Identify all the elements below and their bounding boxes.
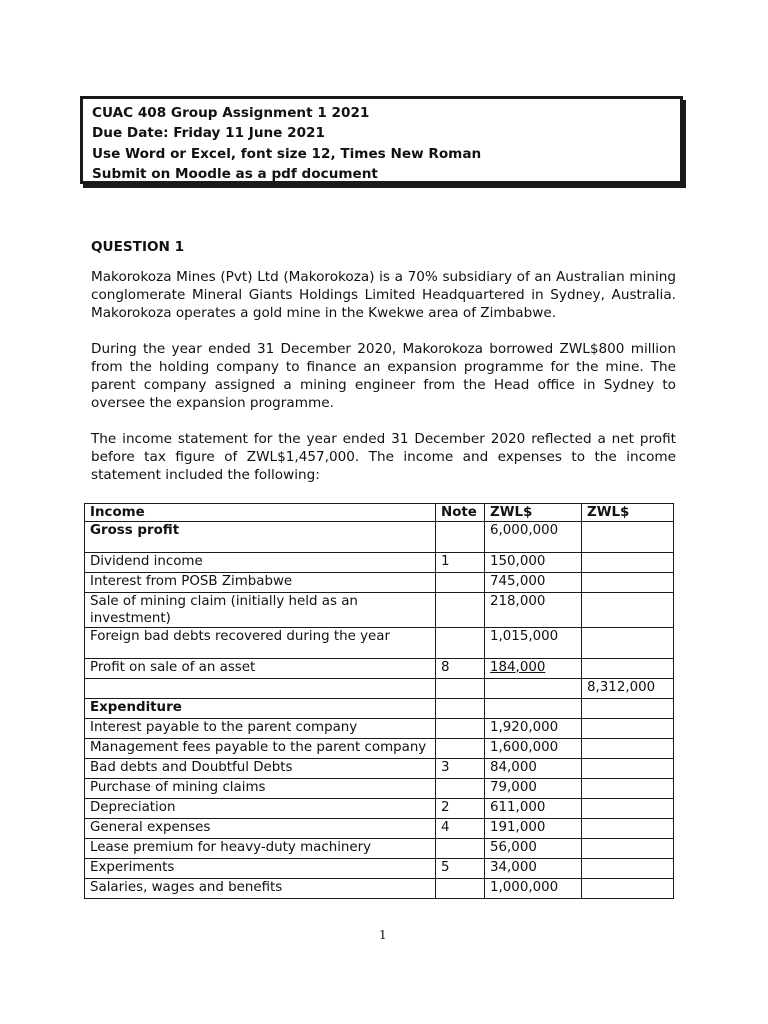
row-amount: 184,000	[485, 659, 582, 679]
row-label: Expenditure	[85, 699, 436, 719]
table-row	[85, 839, 674, 859]
row-total	[582, 739, 674, 759]
row-label: Purchase of mining claims	[85, 779, 436, 799]
header-course-line: CUAC 408 Group Assignment 1 2021	[92, 105, 370, 121]
row-amount: 1,920,000	[485, 719, 582, 739]
row-amount: 56,000	[485, 839, 582, 859]
paragraph-company-background: Makorokoza Mines (Pvt) Ltd (Makorokoza) is a 70% subsidiary of an Australian mining conglomerate Mineral Giants Holdings Limited Headquartered in Sydney, Australia. Makorokoza operates a gold mine in the Kwekwe area of Zimbabwe.	[91, 269, 676, 321]
table-row	[85, 779, 674, 799]
table-row	[85, 859, 674, 879]
row-note	[436, 573, 485, 593]
row-amount: 611,000	[485, 799, 582, 819]
row-label: General expenses	[85, 819, 436, 839]
table-header-row	[85, 504, 674, 522]
row-label: Profit on sale of an asset	[85, 659, 436, 679]
table-row	[85, 739, 674, 759]
row-note	[436, 699, 485, 719]
row-amount: 218,000	[485, 593, 582, 628]
row-label	[85, 679, 436, 699]
table-row	[85, 879, 674, 899]
row-amount: 6,000,000	[485, 522, 582, 553]
row-amount: 150,000	[485, 553, 582, 573]
table-row	[85, 553, 674, 573]
page-number: 1	[379, 928, 387, 942]
row-label: Interest from POSB Zimbabwe	[85, 573, 436, 593]
table-row	[85, 799, 674, 819]
row-note	[436, 628, 485, 659]
row-total	[582, 779, 674, 799]
table-row	[85, 819, 674, 839]
row-note	[436, 679, 485, 699]
header-submit-line: Submit on Moodle as a pdf document	[92, 166, 378, 183]
table-row	[85, 522, 674, 553]
row-label: Bad debts and Doubtful Debts	[85, 759, 436, 779]
row-total	[582, 628, 674, 659]
row-total	[582, 553, 674, 573]
header-note: Note	[436, 504, 485, 522]
row-amount: 1,015,000	[485, 628, 582, 659]
row-total-income: 8,312,000	[582, 679, 674, 699]
row-total	[582, 859, 674, 879]
header-amount: ZWL$	[485, 504, 582, 522]
row-label: Lease premium for heavy-duty machinery	[85, 839, 436, 859]
row-amount	[485, 679, 582, 699]
row-amount: 84,000	[485, 759, 582, 779]
table-row	[85, 573, 674, 593]
row-total	[582, 699, 674, 719]
table-row	[85, 659, 674, 679]
row-label: Gross profit	[85, 522, 436, 553]
row-amount: 34,000	[485, 859, 582, 879]
row-total	[582, 819, 674, 839]
table-row	[85, 699, 674, 719]
row-note	[436, 719, 485, 739]
row-label: Dividend income	[85, 553, 436, 573]
header-total: ZWL$	[582, 504, 674, 522]
paragraph-borrowing: During the year ended 31 December 2020, Makorokoza borrowed ZWL$800 million from the holding company to finance an expansion programme for the mine. The parent company assigned a mining engineer from the Head office in Sydney to oversee the expansion programme.	[91, 341, 676, 411]
row-note	[436, 522, 485, 553]
row-note	[436, 739, 485, 759]
row-amount: 79,000	[485, 779, 582, 799]
table-row	[85, 593, 674, 628]
row-total	[582, 522, 674, 553]
row-label: Foreign bad debts recovered during the year	[85, 628, 436, 659]
row-label: Depreciation	[85, 799, 436, 819]
paragraph-income-statement-intro: The income statement for the year ended 31 December 2020 reflected a net profit before tax figure of ZWL$1,457,000. The income and expenses to the income statement included the following:	[91, 431, 676, 483]
row-note: 3	[436, 759, 485, 779]
row-total	[582, 839, 674, 859]
table-row	[85, 759, 674, 779]
row-total	[582, 659, 674, 679]
row-note	[436, 879, 485, 899]
row-total	[582, 719, 674, 739]
row-note	[436, 593, 485, 628]
row-total	[582, 593, 674, 628]
row-note: 5	[436, 859, 485, 879]
row-note	[436, 779, 485, 799]
header-income: Income	[85, 504, 436, 522]
income-statement-table	[84, 503, 674, 899]
row-label: Interest payable to the parent company	[85, 719, 436, 739]
row-label: Experiments	[85, 859, 436, 879]
row-note: 8	[436, 659, 485, 679]
row-note: 4	[436, 819, 485, 839]
row-total	[582, 799, 674, 819]
table-row	[85, 719, 674, 739]
header-due-date-line: Due Date: Friday 11 June 2021	[92, 125, 325, 142]
row-label: Salaries, wages and benefits	[85, 879, 436, 899]
row-note	[436, 839, 485, 859]
table-row	[85, 628, 674, 659]
row-total	[582, 879, 674, 899]
row-amount: 191,000	[485, 819, 582, 839]
row-amount	[485, 699, 582, 719]
row-amount: 1,000,000	[485, 879, 582, 899]
question-title: QUESTION 1	[91, 239, 185, 255]
row-label: Sale of mining claim (initially held as an investment)	[85, 593, 436, 628]
assignment-header-box	[80, 96, 683, 184]
row-total	[582, 759, 674, 779]
row-label: Management fees payable to the parent company	[85, 739, 436, 759]
row-amount: 1,600,000	[485, 739, 582, 759]
row-total	[582, 573, 674, 593]
row-note: 1	[436, 553, 485, 573]
row-note: 2	[436, 799, 485, 819]
table-row	[85, 679, 674, 699]
row-amount: 745,000	[485, 573, 582, 593]
header-format-line: Use Word or Excel, font size 12, Times New Roman	[92, 145, 482, 162]
